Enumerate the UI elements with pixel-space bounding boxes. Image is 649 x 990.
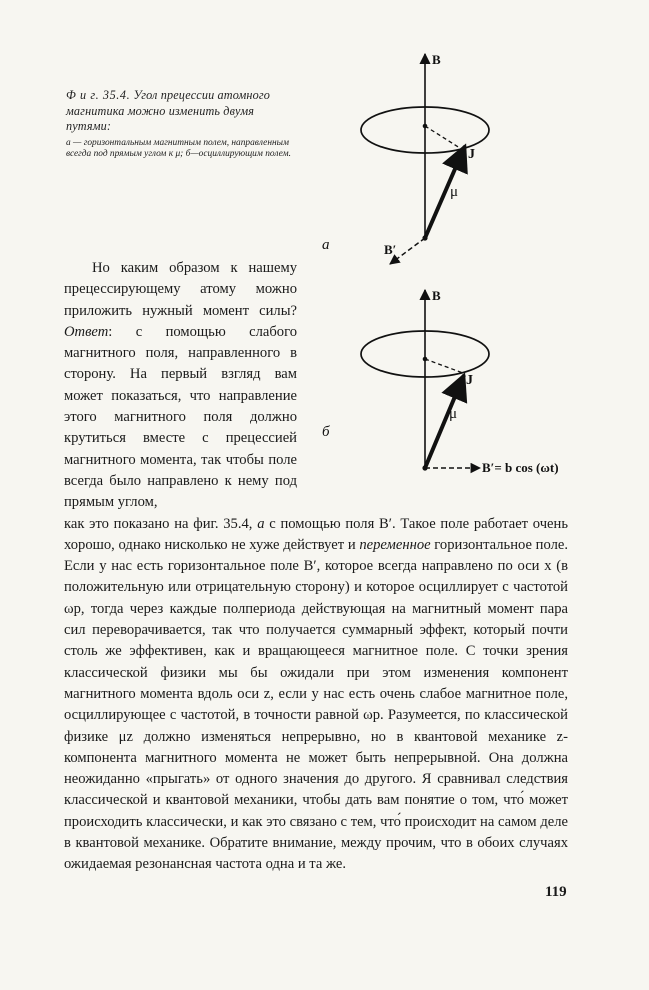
label-mu-b: μ <box>449 406 458 422</box>
text-segment: горизонтальное поле. Если у нас есть горизонтальное поле B′, которое всегда направлено по оси x (в положительную или отрицательную сторону) и которое осциллирует с частотой ωp, тогда через каждые полпериода действующая на магнитный момент пара сил переворачивается, так что получается суммарный эффект, который почти столь же эффективен, как и вращающееся магнитное поле. С точки зрения классической физики мы бы ожидали при этом изменения компонент магнитного момента вдоль оси z, если у нас есть очень слабое магнитное поле, осциллирующее с частотой, в точности равной ωp. Разумеется, по классической физике μz должно изменяться непрерывно, но в квантовой механике z-компонента магнитного момента не может быть непрерывной. Она должна неожиданно «прыгать» от одного значения до другого. Я сравнивал следствия классической и квантовой механики, чтобы дать вам понятие о том, что́ может происходить классически, и как это связано с тем, что́ происходит на самом деле в квантовой механике. Обратите внимание, между прочим, что в обоих случаях ожидаемая резонансная частота одна и та же. <box>64 536 569 873</box>
label-b-a: B <box>432 52 441 67</box>
diagram-label-b: б <box>322 424 330 440</box>
paragraph-full <box>64 514 568 876</box>
text-italic-variable: переменное <box>359 536 431 553</box>
text-segment: : с помощью слабого магнитного поля, направленного в сторону. На первый взгляд вам может показаться, что направление этого магнитного поля должно крутиться вместе с прецессией магнитного момента, так чтобы поле всегда было направлено к нему под прямым углом, <box>64 323 297 511</box>
text-segment: с помощью поля B′. Такое поле работает очень хорошо, однако нисколько не хуже действует и <box>64 515 568 553</box>
label-j-a: J <box>468 147 475 162</box>
figure-caption <box>66 88 302 161</box>
diagram-a <box>322 52 489 264</box>
text-segment: Но каким образом к нашему прецессирующему атому можно приложить нужный момент силы? <box>64 260 297 319</box>
diagram-label-a: а <box>322 237 330 253</box>
origin-point-a <box>422 235 427 240</box>
paragraph-narrow <box>64 258 297 514</box>
caption-title <box>66 88 302 135</box>
mu-vector-a <box>425 146 465 238</box>
label-b-prime-b: B′= b cos (ωt) <box>482 460 559 475</box>
caption-legend: а — горизонтальным магнитным полем, направленным всегда под прямым углом к μ; б—осциллирующим полем. <box>66 137 291 160</box>
radius-dashed-a <box>425 126 463 150</box>
caption-title-text: Угол прецессии атомного магнитика можно изменить двумя путями: <box>66 88 271 133</box>
text-segment: как это показано на фиг. 35.4, <box>64 515 258 532</box>
label-j-b: J <box>466 373 473 388</box>
caption-figure-number: Ф и г. 35.4. <box>66 88 131 102</box>
text-italic-answer: Ответ <box>64 323 109 340</box>
label-mu-a: μ <box>450 184 459 200</box>
text-italic-fig-ref: а <box>257 515 265 532</box>
label-b-b: B <box>432 288 441 303</box>
label-b-prime-a: B′ <box>384 242 397 257</box>
main-text <box>64 258 568 876</box>
page-number: 119 <box>545 884 567 900</box>
